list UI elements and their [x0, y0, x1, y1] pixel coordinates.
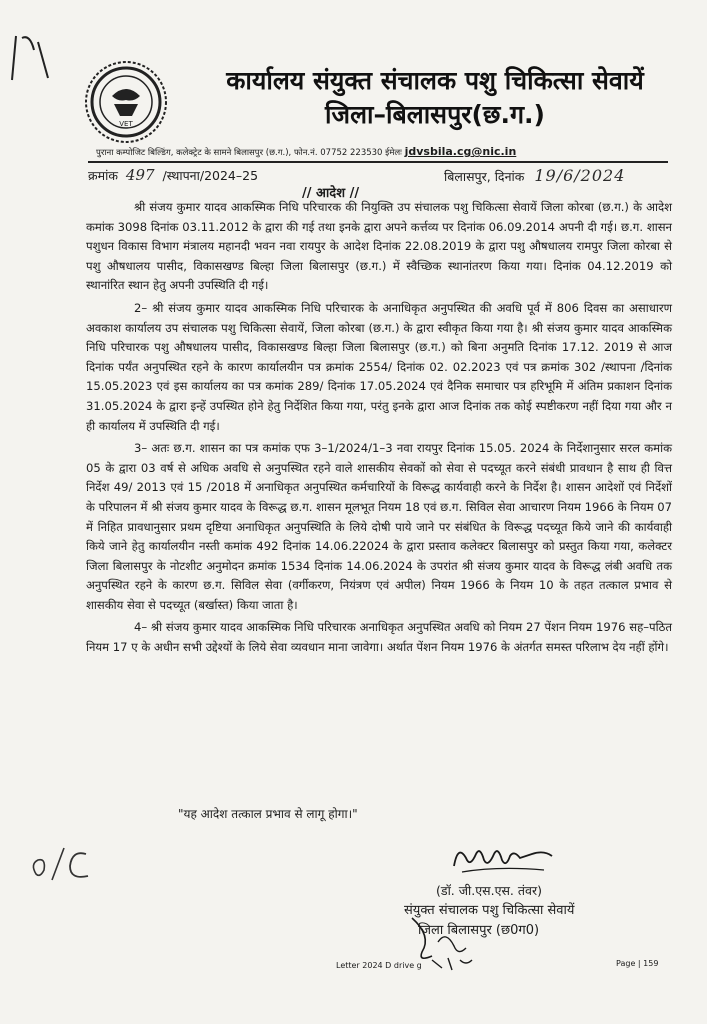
department-seal-icon — [82, 58, 170, 146]
footer-page-number: Page | 159 — [616, 959, 659, 968]
header-divider — [88, 161, 668, 163]
margin-note-text: O/C — [26, 840, 28, 841]
reference-suffix: /स्थापना/2024–25 — [162, 168, 259, 183]
signatory-designation: संयुक्त संचालक पशु चिकित्सा सेवायें — [404, 903, 575, 918]
reference-number-block — [88, 166, 258, 184]
place-date-label: बिलासपुर, दिनांक — [444, 169, 525, 184]
address-text: पुराना कम्पोजिट बिल्डिंग, कलेक्ट्रेट के सामने बिलासपुर (छ.ग.), फोन.नं. 07752 223530 ईमेलः — [96, 148, 402, 158]
handwritten-corner-mark — [4, 28, 64, 88]
closing-quote: "यह आदेश तत्काल प्रभाव से लागू होगा।" — [178, 807, 358, 821]
office-title-line2: जिला–बिलासपुर(छ.ग.) — [325, 100, 545, 129]
office-title-line1: कार्यालय संयुक्त संचालक पशु चिकित्सा सेवायें — [226, 66, 644, 95]
order-body — [86, 198, 672, 661]
footer-file-note: Letter 2024 D drive g — [336, 961, 422, 970]
reference-date-block — [444, 166, 625, 185]
paragraph-2: 2– श्री संजय कुमार यादव आकस्मिक निधि परिचारक के अनाधिकृत अनुपस्थित की अवधि पूर्व में 806 दिवस का असाधारण अवकाश कार्यालय उप संचालक पशु चिकित्सा सेवायें, जिला कोरबा (छ.ग.) के द्वारा स्वीकृत किया गया है। श्री संजय कुमार यादव आकस्मिक निधि परिचारक पशु औषधालय पासीद, विकासखण्ड बिल्हा जिला बिलासपुर (छ.ग.) को बिना अनुमति दिनांक 17.12. 2019 से आज दिनांक पर्यंत अनुपस्थित रहने के कारण कार्यालयीन पत्र क्रमांक 2554/ दिनांक 02. 02.2023 एवं पत्र क्रमांक 302 /स्थापना /दिनांक 15.05.2023 एवं इस कार्यालय का पत्र कमांक 289/ दिनांक 17.05.2024 एवं दैनिक समाचार पत्र हरिभूमि में अंतिम प्रकाशन दिनांक 31.05.2024 के द्वारा इन्हें उपस्थित होने हेतु निर्देशित किया गया, परंतु इनके द्वारा आज दिनांक तक कोई स्पष्टीकरण नहीं दिया गया और न ही कार्यालय में उपस्थिति दी गई। — [86, 300, 672, 433]
signatory-name: (डॉ. जी.एस.एस. तंवर) — [436, 883, 542, 898]
office-address — [96, 145, 656, 158]
reference-date: 19/6/2024 — [534, 166, 626, 185]
office-email: jdvsbila.cg@nic.in — [404, 145, 517, 158]
paragraph-4: 4– श्री संजय कुमार यादव आकस्मिक निधि परिचारक अनाधिकृत अनुपस्थित अवधि को नियम 27 पेंशन नियम 1976 सह–पठित नियम 17 ए के अधीन सभी उद्देश्यों के लिये सेवा व्यवधान माना जावेगा। अर्थात पेंशन नियम 1976 के अंतर्गत समस्त परिलाभ देय नहीं होंगे। — [86, 620, 672, 655]
reference-label: क्रमांक — [88, 168, 118, 183]
order-heading: // आदेश // — [302, 186, 360, 201]
reference-line — [88, 164, 688, 186]
margin-note — [26, 840, 96, 890]
office-title — [200, 64, 670, 132]
handwritten-signature — [448, 836, 558, 880]
paragraph-3: 3– अतः छ.ग. शासन का पत्र कमांक एफ 3–1/2024/1–3 नवा रायपुर दिनांक 15.05. 2024 के निर्देशानुसार सरल कमांक 05 के द्वारा 03 वर्ष से अधिक अवधि से अनुपस्थित रहने वाले शासकीय सेवकों को सेवा से पदच्यूत करने संबंधी प्रावधान है साथ ही वित्त निर्देश 49/ 2013 एवं 15 /2018 में अनाधिकृत अनुपस्थित कर्मचारियों के विरूद्ध कार्यवाही करने के निर्देश है। शासन आदेशों एवं निर्देशों के परिपालन में श्री संजय कुमार यादव के विरूद्ध छ.ग. शासन मूलभूत नियम 18 एवं छ.ग. सिविल सेवा आचारण नियम 1966 के नियम 07 में निहित प्रावधानुसार प्रथम दृष्टिया अनाधिकृत अनुपस्थिति के लिये दोषी पाये जाने पर संबंधित के विरूद्ध पदच्यूत किये जाने की कार्यवाही किये जाने हेतु कार्यालयीन नस्ती कमांक 492 दिनांक 14.06.22024 के द्वारा प्रस्ताव कलेक्टर बिलासपुर को प्रस्तुत किया गया, कलेक्टर जिला बिलासपुर के नोटशीट अनुमोदन क्रमांक 1534 दिनांक 14.06.2024 के उपरांत श्री संजय कुमार यादव के विरूद्ध लंबी अवधि तक अनुपस्थित रहने के कारण छ.ग. सिविल सेवा (वर्गीकरण, नियंत्रण एवं अपील) नियम 1966 के नियम 10 के तहत तत्काल प्रभाव से शासकीय सेवा से पदच्यूत (बर्खास्त) किया जाता है। — [86, 441, 672, 612]
signatory-place: जिला बिलासपुर (छ0ग0) — [418, 923, 540, 938]
reference-number: 497 — [125, 166, 155, 184]
paragraph-1: श्री संजय कुमार यादव आकस्मिक निधि परिचारक की नियुक्ति उप संचालक पशु चिकित्सा सेवायें जिला कोरबा (छ.ग.) के आदेश कमांक 3098 दिनांक 03.11.2012 के द्वारा की गई तथा इनके द्वारा अपने कर्त्तव्य पर दिनांक 06.09.2014 अपनी दी गई। छ.ग. शासन पशुधन विकास विभाग मंत्रालय महानदी भवन नवा रायपुर के आदेश दिनांक 22.08.2019 के द्वारा पशु औषधालय रामपुर जिला कोरबा से पशु औषधालय पासीद, विकासखण्ड बिल्हा जिला बिलासपुर (छ.ग.) में स्वैच्छिक स्थानांतरण किया गया। दिनांक 04.12.2019 को स्थानांरित स्थान हेतु अपनी उपस्थिति दी गई। — [86, 200, 672, 293]
seal-text: VET — [119, 120, 133, 128]
